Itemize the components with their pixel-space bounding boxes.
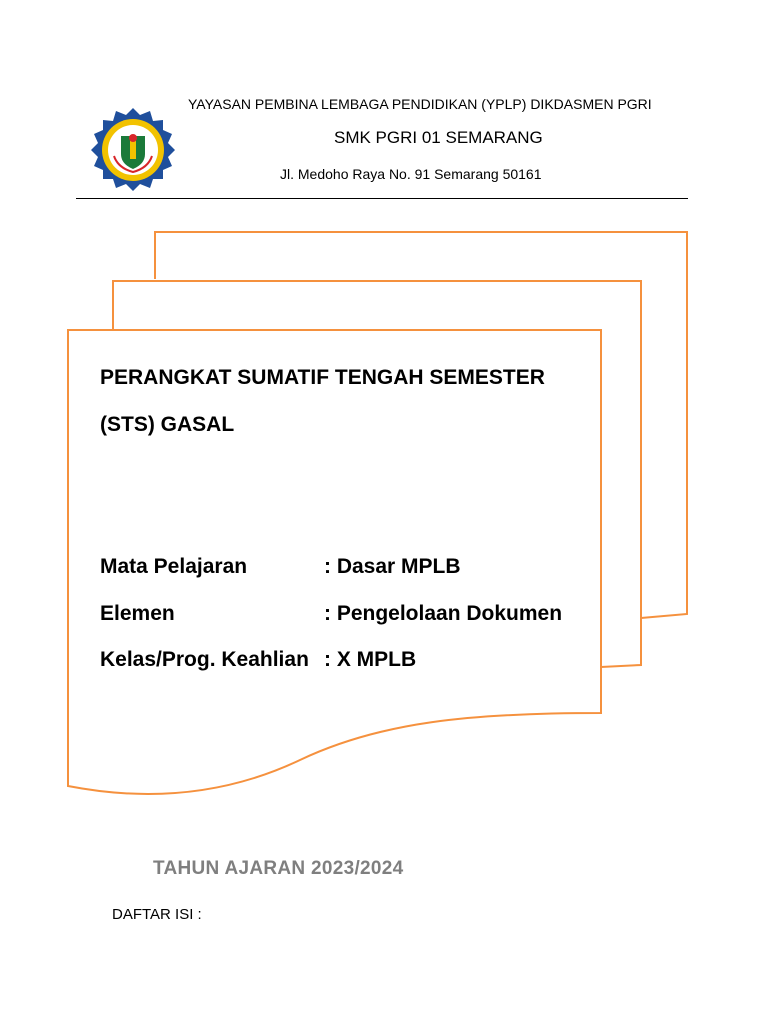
cover-title-line1: PERANGKAT SUMATIF TENGAH SEMESTER [100, 366, 545, 389]
field-subject-label: Mata Pelajaran [100, 555, 248, 578]
field-class [100, 648, 416, 672]
table-of-contents-label: DAFTAR ISI : [112, 906, 202, 923]
school-address: Jl. Medoho Raya No. 91 Semarang 50161 [280, 166, 542, 182]
field-subject-value: : Dasar MPLB [324, 555, 461, 578]
field-element-value: : Pengelolaan Dokumen [324, 602, 563, 625]
school-name: SMK PGRI 01 SEMARANG [334, 128, 543, 147]
field-element-label: Elemen [100, 602, 175, 625]
cover-title-line2: (STS) GASAL [100, 413, 235, 436]
field-subject [100, 555, 461, 579]
academic-year: TAHUN AJARAN 2023/2024 [153, 858, 404, 879]
field-element [100, 602, 562, 626]
field-class-label: Kelas/Prog. Keahlian [100, 648, 309, 671]
field-class-value: : X MPLB [324, 648, 417, 671]
foundation-name: YAYASAN PEMBINA LEMBAGA PENDIDIKAN (YPLP) DIKDASMEN PGRI [188, 96, 652, 112]
